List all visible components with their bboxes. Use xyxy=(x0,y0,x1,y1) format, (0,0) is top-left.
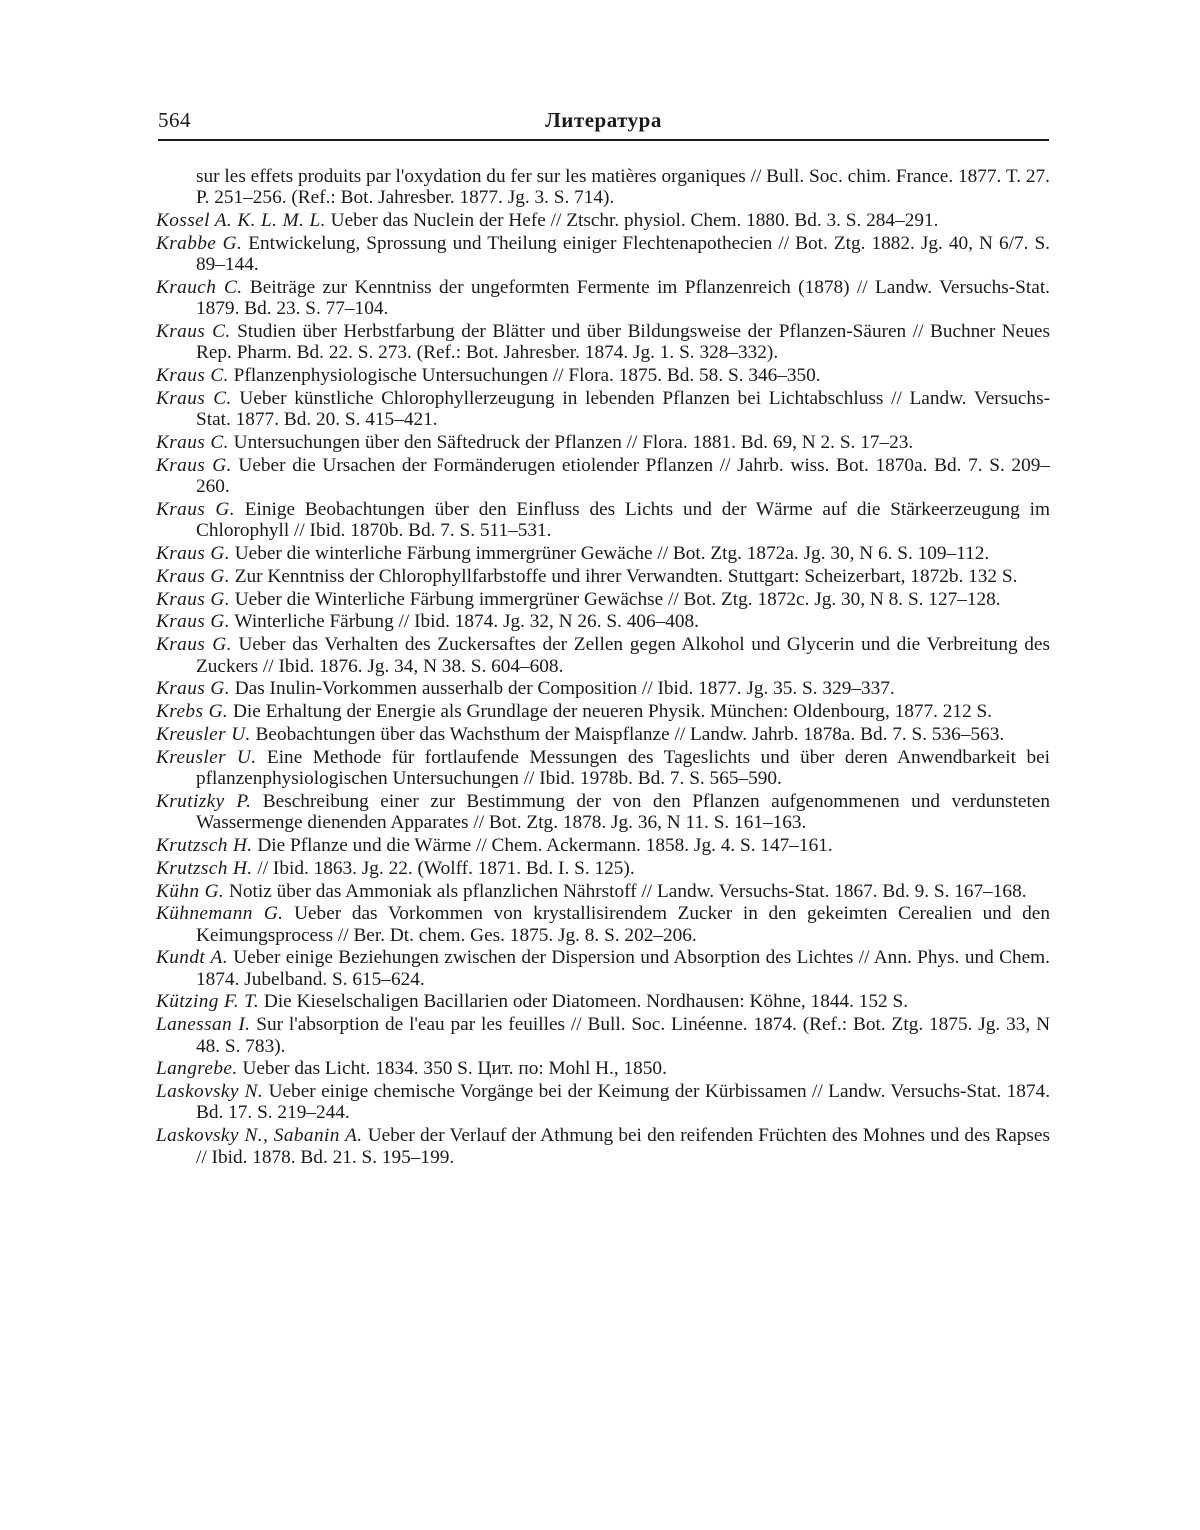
entry-author: Kühn G. xyxy=(156,880,225,902)
entry-author: Kraus C. xyxy=(156,365,229,387)
entry-text: Ueber die winterliche Färbung immergrüner Gewäche // Bot. Ztg. 1872a. Jg. 30, N 6. S. 109–112. xyxy=(229,543,990,565)
bibliography-entry xyxy=(156,277,1050,320)
bibliography-entry xyxy=(156,701,1050,722)
entry-text: Einige Beobachtungen über den Einfluss des Lichts und der Wärme auf die Stärkeerzeugung im Chlorophyll // Ibid. 1870b. Bd. 7. S. 511–531. xyxy=(196,498,1050,542)
bibliography-entry xyxy=(156,455,1050,498)
bibliography-entry xyxy=(156,634,1050,677)
entry-text: Ueber die Ursachen der Formänderugen etiolender Pflanzen // Jahrb. wiss. Bot. 1870a. Bd. 7. S. 209–260. xyxy=(196,454,1050,498)
bibliography-entry xyxy=(156,1014,1050,1057)
bibliography-entry xyxy=(156,321,1050,364)
entry-text: Ueber die Winterliche Färbung immergrüner Gewächse // Bot. Ztg. 1872c. Jg. 30, N 8. S. 127–128. xyxy=(229,588,1001,610)
entry-author: Langrebe. xyxy=(156,1058,238,1080)
entry-author: Kraus G. xyxy=(156,634,232,656)
entry-text: Ueber das Nuclein der Hefe // Ztschr. physiol. Chem. 1880. Bd. 3. S. 284–291. xyxy=(325,210,939,232)
entry-author: Kraus G. xyxy=(156,454,232,476)
bibliography-entry xyxy=(156,947,1050,990)
bibliography-entry xyxy=(156,611,1050,632)
entry-author: Krutzsch H. xyxy=(156,834,253,856)
bibliography-entry xyxy=(156,724,1050,745)
entry-text: Die Erhaltung der Energie als Grundlage der neueren Physik. München: Oldenbourg, 1877. 212 S. xyxy=(228,701,993,723)
page-header xyxy=(158,104,1049,136)
bibliography-entry xyxy=(156,881,1050,902)
header-rule xyxy=(158,139,1049,141)
entry-text: Beiträge zur Kenntniss der ungeformten Fermente im Pflanzenreich (1878) // Landw. Versuchs-Stat. 1879. Bd. 23. S. 77–104. xyxy=(196,276,1050,320)
entry-author: Kraus G. xyxy=(156,611,230,633)
entry-author: Kraus G. xyxy=(156,543,230,565)
entry-author: Laskovsky N., Sabanin A. xyxy=(156,1125,363,1147)
entry-text: Untersuchungen über den Säftedruck der Pflanzen // Flora. 1881. Bd. 69, N 2. S. 17–23. xyxy=(228,432,914,454)
entry-author: Krebs G. xyxy=(156,701,229,723)
page-number: 564 xyxy=(158,108,191,132)
bibliography-entry xyxy=(156,791,1050,834)
entry-text: Ueber der Verlauf der Athmung bei den reifenden Früchten des Mohnes und des Rapses // Ibid. 1878. Bd. 21. S. 195–199. xyxy=(196,1125,1050,1168)
entry-text: Winterliche Färbung // Ibid. 1874. Jg. 32, N 26. S. 406–408. xyxy=(229,611,700,633)
bibliography-entry xyxy=(156,1081,1050,1124)
entry-author: Kundt A. xyxy=(156,947,228,969)
entry-author: Kossel A. K. L. M. L. xyxy=(156,210,326,232)
entry-author: Lanessan I. xyxy=(156,1014,251,1036)
bibliography-entry xyxy=(156,991,1050,1012)
entry-text: Pflanzenphysiologische Untersuchungen // Flora. 1875. Bd. 58. S. 346–350. xyxy=(228,365,821,387)
entry-text: Ueber einige chemische Vorgänge bei der Keimung der Kürbissamen // Landw. Versuchs-Stat. 1874. Bd. 17. S. 219–244. xyxy=(196,1081,1051,1124)
bibliography-entry xyxy=(156,233,1050,276)
bibliography-list xyxy=(156,166,1050,1169)
entry-text: Eine Methode für fortlaufende Messungen des Tageslichts und über deren Anwendbarkeit bei pflanzenphysiologischen Untersuchungen // Ibid. 1978b. Bd. 7. S. 565–590. xyxy=(196,746,1050,790)
bibliography-entry xyxy=(156,365,1050,386)
entry-author: Krutizky P. xyxy=(156,790,252,812)
entry-author: Kraus G. xyxy=(156,565,230,587)
bibliography-entry xyxy=(156,903,1050,946)
entry-text: Ueber das Vorkommen von krystallisirendem Zucker in den gekeimten Cerealien und den Keimungsprocess // Ber. Dt. chem. Ges. 1875. Jg. 8. S. 202–206. xyxy=(196,903,1050,946)
entry-text: Das Inulin-Vorkommen ausserhalb der Composition // Ibid. 1877. Jg. 35. S. 329–337. xyxy=(229,678,895,700)
entry-text: Die Kieselschaligen Bacillarien oder Diatomeen. Nordhausen: Köhne, 1844. 152 S. xyxy=(259,991,909,1013)
entry-text: Entwickelung, Sprossung und Theilung einiger Flechtenapothecien // Bot. Ztg. 1882. Jg. 40, N 6/7. S. 89–144. xyxy=(196,232,1050,276)
entry-text: sur les effets produits par l'oxydation du fer sur les matières organiques // Bull. Soc. chim. France. 1877. T. 27. P. 251–256. (Ref.: Bot. Jahresber. 1877. Jg. 3. S. 714). xyxy=(196,166,1050,209)
bibliography-entry xyxy=(156,388,1050,431)
entry-author: Krabbe G. xyxy=(156,232,243,254)
running-title: Литература xyxy=(545,108,662,132)
bibliography-entry xyxy=(156,432,1050,453)
entry-text: // Ibid. 1863. Jg. 22. (Wolff. 1871. Bd. I. S. 125). xyxy=(252,857,635,879)
bibliography-entry xyxy=(156,747,1050,790)
entry-text: Ueber das Licht. 1834. 350 S. Цит. по: Mohl H., 1850. xyxy=(237,1058,667,1080)
entry-author: Kraus C. xyxy=(156,321,231,343)
entry-author: Kühnemann G. xyxy=(156,903,284,925)
bibliography-entry xyxy=(156,499,1050,542)
bibliography-entry xyxy=(156,835,1050,856)
entry-author: Krutzsch H. xyxy=(156,857,253,879)
bibliography-entry xyxy=(156,1058,1050,1079)
entry-text: Die Pflanze und die Wärme // Chem. Ackermann. 1858. Jg. 4. S. 147–161. xyxy=(252,834,833,856)
bibliography-entry xyxy=(156,1125,1050,1168)
entry-text: Ueber das Verhalten des Zuckersaftes der Zellen gegen Alkohol und Glycerin und die Verbreitung des Zuckers // Ibid. 1876. Jg. 34, N 38. S. 604–608. xyxy=(196,634,1050,677)
bibliography-entry xyxy=(156,210,1050,231)
entry-text: Ueber künstliche Chlorophyllerzeugung in lebenden Pflanzen bei Lichtabschluss // Landw. Versuchs-Stat. 1877. Bd. 20. S. 415–421. xyxy=(196,387,1050,431)
entry-text: Studien über Herbstfarbung der Blätter und über Bildungsweise der Pflanzen-Säuren // Buchner Neues Rep. Pharm. Bd. 22. S. 273. (Ref.: Bot. Jahresber. 1874. Jg. 1. S. 328–332). xyxy=(196,321,1050,364)
entry-author: Laskovsky N. xyxy=(156,1081,264,1103)
entry-author: Kraus C. xyxy=(156,387,232,409)
bibliography-entry xyxy=(156,678,1050,699)
entry-text: Beobachtungen über das Wachsthum der Maispflanze // Landw. Jahrb. 1878a. Bd. 7. S. 536–563. xyxy=(250,723,1005,745)
entry-text: Beschreibung einer zur Bestimmung der von den Pflanzen aufgenommenen und verdunsteten Wassermenge dienenden Apparates // Bot. Ztg. 1878. Jg. 36, N 11. S. 161–163. xyxy=(196,790,1051,834)
bibliography-entry xyxy=(156,543,1050,564)
entry-text: Sur l'absorption de l'eau par les feuilles // Bull. Soc. Linéenne. 1874. (Ref.: Bot. Ztg. 1875. Jg. 33, N 48. S. 783). xyxy=(196,1014,1051,1057)
entry-author: Kützing F. T. xyxy=(156,991,260,1013)
entry-author: Kraus G. xyxy=(156,588,230,610)
bibliography-entry xyxy=(156,858,1050,879)
bibliography-entry xyxy=(156,566,1050,587)
entry-author: Krauch C. xyxy=(156,276,243,298)
entry-author: Kraus C. xyxy=(156,432,229,454)
entry-author: Kraus G. xyxy=(156,498,235,520)
entry-text: Zur Kenntniss der Chlorophyllfarbstoffe und ihrer Verwandten. Stuttgart: Scheizerbart, 1872b. 132 S. xyxy=(229,565,1018,587)
entry-author: Kraus G. xyxy=(156,678,230,700)
bibliography-entry xyxy=(156,589,1050,610)
entry-author: Kreusler U. xyxy=(156,746,257,768)
bibliography-entry xyxy=(156,166,1050,209)
entry-text: Notiz über das Ammoniak als pflanzlichen Nährstoff // Landw. Versuchs-Stat. 1867. Bd. 9. S. 167–168. xyxy=(224,880,1027,902)
entry-author: Kreusler U. xyxy=(156,723,251,745)
entry-text: Ueber einige Beziehungen zwischen der Dispersion und Absorption des Lichtes // Ann. Phys. und Chem. 1874. Jubelband. S. 615–624. xyxy=(196,947,1050,990)
